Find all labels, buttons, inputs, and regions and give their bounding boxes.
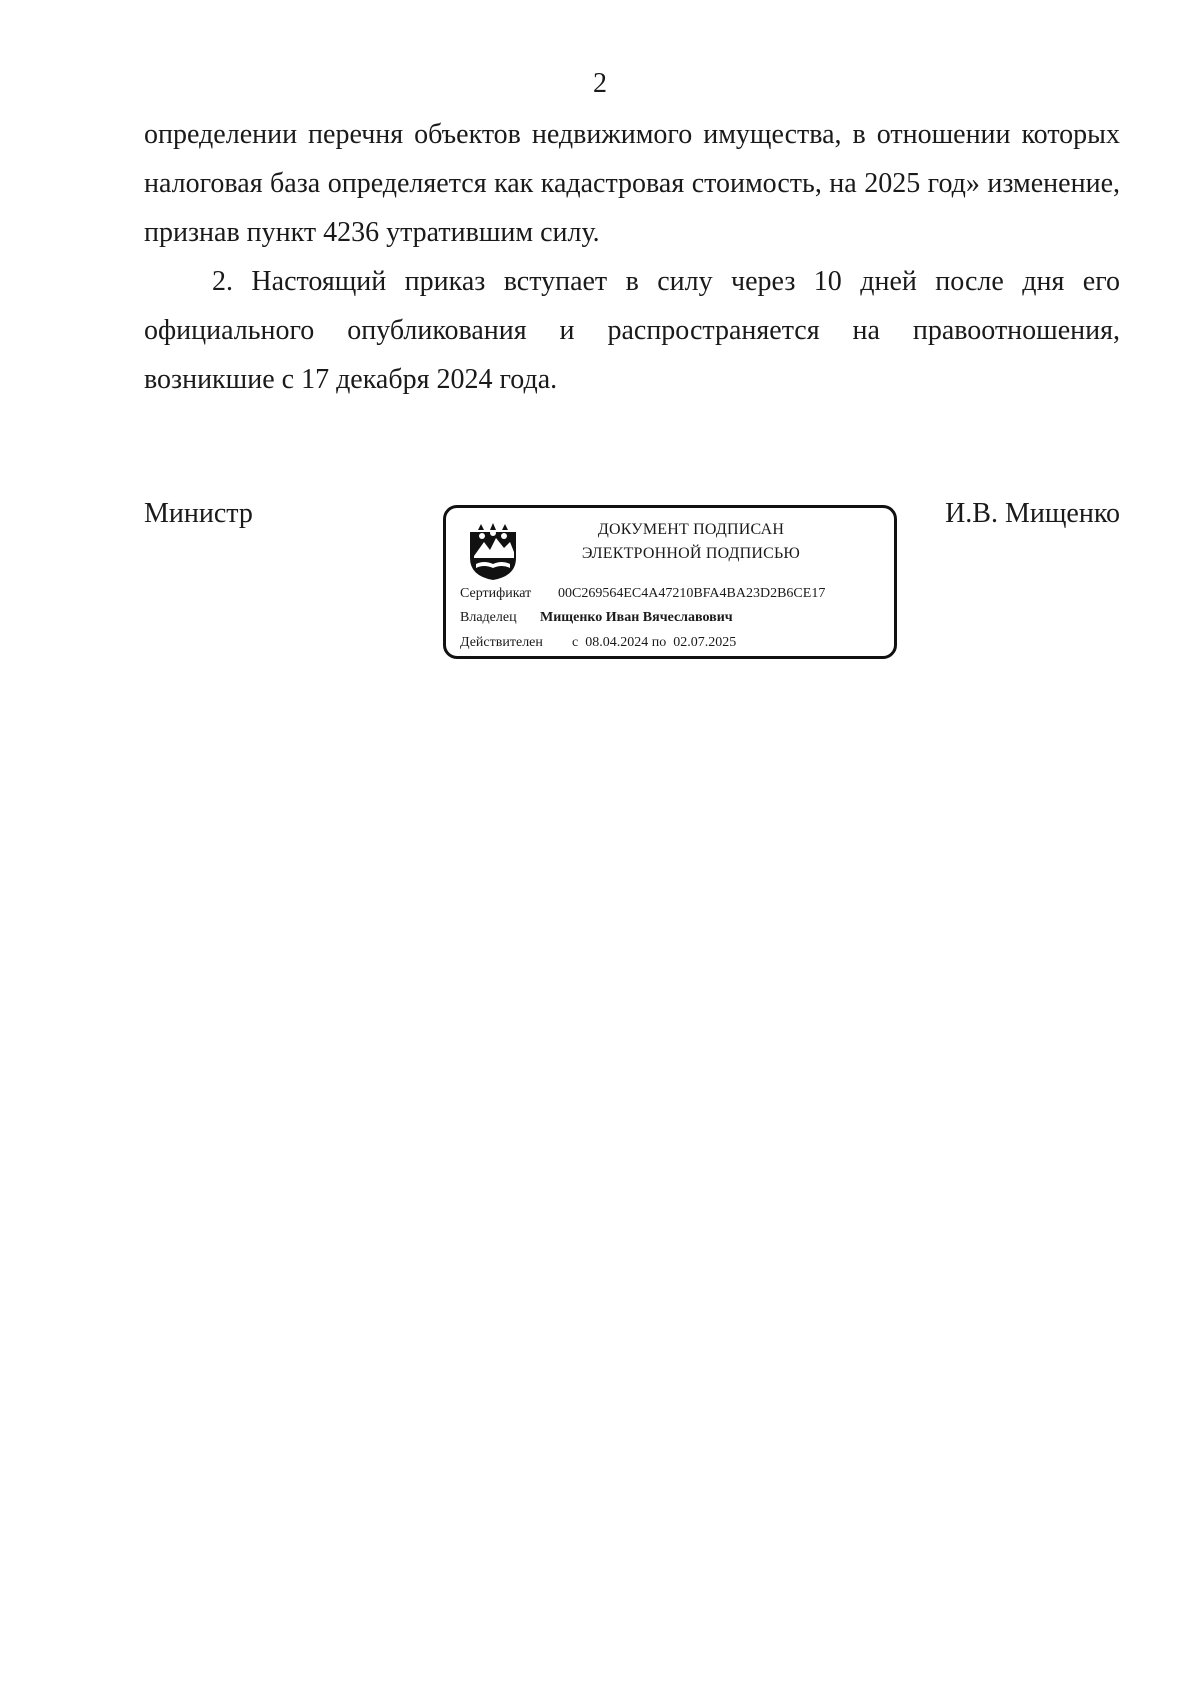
owner-value: Мищенко Иван Вячеславович	[540, 610, 733, 625]
electronic-signature-stamp	[443, 505, 897, 659]
signatory-name: И.В. Мищенко	[945, 498, 1120, 529]
paragraph-2-line: возникшие с 17 декабря 2024 года.	[144, 364, 558, 395]
stamp-header	[526, 518, 856, 566]
paragraph-2-line: 2. Настоящий приказ вступает в силу через 10 дней после дня его	[212, 266, 1120, 297]
page-number: 2	[593, 68, 607, 99]
stamp-header-line: ЭЛЕКТРОННОЙ ПОДПИСЬЮ	[581, 545, 801, 562]
paragraph-2	[144, 257, 1120, 404]
stamp-certificate-row	[460, 586, 825, 602]
validity-label: Действителен	[460, 635, 543, 650]
certificate-label: Сертификат	[460, 586, 532, 601]
paragraph-1	[144, 110, 1120, 257]
stamp-validity-row	[460, 635, 736, 651]
coat-of-arms-icon	[464, 522, 522, 582]
signatory-title: Министр	[144, 498, 253, 529]
paragraph-1-line: налоговая база определяется как кадастровая стоимость, на 2025 год» изменение,	[144, 168, 1120, 199]
stamp-owner-row	[460, 610, 733, 626]
paragraph-2-line: официального опубликования и распространяется на правоотношения,	[144, 315, 1120, 346]
certificate-value: 00C269564EC4A47210BFA4BA23D2B6CE17	[558, 586, 826, 601]
paragraph-1-line: определении перечня объектов недвижимого имущества, в отношении которых	[144, 119, 1120, 150]
paragraph-1-line: признав пункт 4236 утратившим силу.	[144, 217, 600, 248]
validity-value: с 08.04.2024 по 02.07.2025	[572, 635, 737, 650]
owner-label: Владелец	[460, 610, 517, 625]
stamp-header-line: ДОКУМЕНТ ПОДПИСАН	[597, 521, 785, 538]
